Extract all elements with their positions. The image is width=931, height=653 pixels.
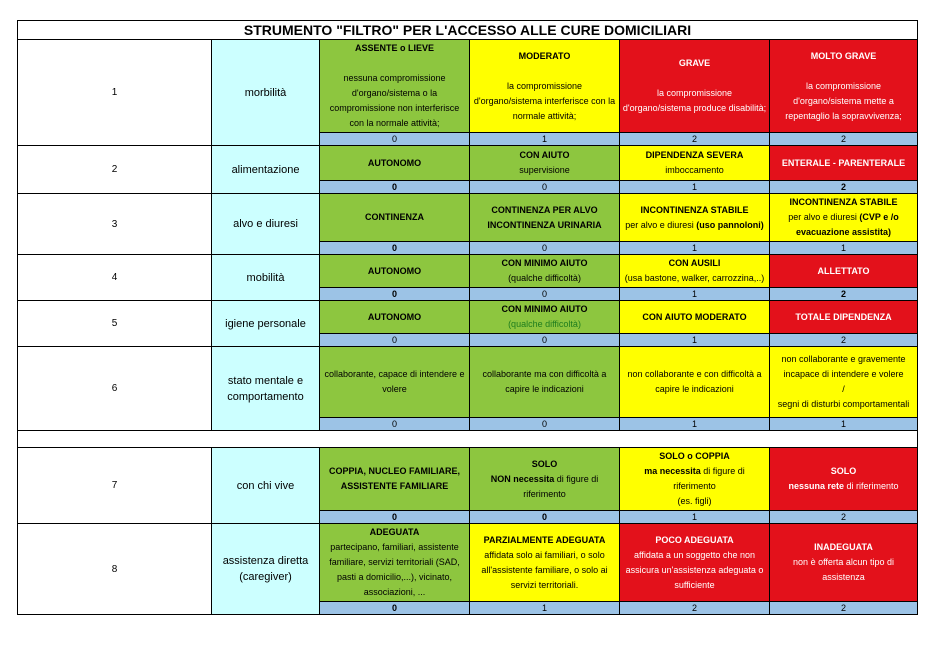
row-label: stato mentale e comportamento [212,347,320,431]
cell-level-2: CON AUSILI (usa bastone, walker, carrozzina,..) [620,255,770,288]
score-cell: 1 [620,181,770,194]
row-label: alimentazione [212,146,320,194]
score-cell: 1 [620,334,770,347]
cell-level-3: ALLETTATO [770,255,918,288]
score-cell: 1 [620,418,770,431]
score-cell: 2 [770,133,918,146]
score-cell: 2 [620,602,770,615]
score-cell: 0 [470,288,620,301]
cell-level-2: POCO ADEGUATA affidata a un soggetto che non assicura un'assistenza adeguata o sufficiente [620,524,770,602]
score-cell: 0 [320,418,470,431]
row-number: 8 [18,524,212,615]
cell-level-2: INCONTINENZA STABILE per alvo e diuresi (uso pannoloni) [620,194,770,242]
cell-level-1: SOLO NON necessita di figure di riferimento [470,448,620,511]
cell-level-3: MOLTO GRAVE la compromissione d'organo/sistema mette a repentaglio la sopravvivenza; [770,40,918,133]
cell-level-2: SOLO o COPPIA ma necessita di figure di riferimento (es. figli) [620,448,770,511]
score-cell: 0 [320,288,470,301]
cell-level-1: CON MINIMO AIUTO (qualche difficoltà) [470,301,620,334]
row-number: 4 [18,255,212,301]
cell-level-0: COPPIA, NUCLEO FAMILIARE, ASSISTENTE FAMILIARE [320,448,470,511]
score-cell: 0 [470,418,620,431]
score-cell: 1 [770,418,918,431]
cell-level-1: CON MINIMO AIUTO (qualche difficoltà) [470,255,620,288]
score-cell: 2 [770,181,918,194]
cell-level-0: AUTONOMO [320,301,470,334]
row-number: 2 [18,146,212,194]
score-cell: 0 [320,181,470,194]
score-cell: 1 [620,511,770,524]
table-title: STRUMENTO "FILTRO" PER L'ACCESSO ALLE CURE DOMICILIARI [18,21,918,40]
cell-level-1: CON AIUTO supervisione [470,146,620,181]
score-cell: 0 [320,602,470,615]
row-label: mobilità [212,255,320,301]
score-cell: 2 [770,334,918,347]
row-number: 7 [18,448,212,524]
cell-level-1: collaborante ma con difficoltà a capire le indicazioni [470,347,620,418]
cell-level-0: CONTINENZA [320,194,470,242]
row-label: assistenza diretta (caregiver) [212,524,320,615]
row-number: 1 [18,40,212,146]
cell-level-0: AUTONOMO [320,255,470,288]
cell-level-3: SOLO nessuna rete di riferimento [770,448,918,511]
row-number: 6 [18,347,212,431]
score-cell: 2 [770,511,918,524]
cell-level-2: DIPENDENZA SEVERA imboccamento [620,146,770,181]
cell-level-3: TOTALE DIPENDENZA [770,301,918,334]
cell-level-2: GRAVE la compromissione d'organo/sistema produce disabilità; [620,40,770,133]
assessment-sheet [17,20,917,615]
cell-level-2: non collaborante e con difficoltà a capire le indicazioni [620,347,770,418]
cell-level-0: collaborante, capace di intendere e volere [320,347,470,418]
section-gap [18,431,918,448]
score-cell: 1 [470,602,620,615]
filter-table [17,20,918,615]
score-cell: 1 [770,242,918,255]
score-cell: 1 [620,288,770,301]
cell-level-1: CONTINENZA PER ALVO INCONTINENZA URINARIA [470,194,620,242]
cell-level-3: ENTERALE - PARENTERALE [770,146,918,181]
cell-level-3: INADEGUATA non è offerta alcun tipo di assistenza [770,524,918,602]
cell-level-2: CON AIUTO MODERATO [620,301,770,334]
cell-level-3: INCONTINENZA STABILE per alvo e diuresi (CVP e /o evacuazione assistita) [770,194,918,242]
score-cell: 0 [470,334,620,347]
score-cell: 0 [320,133,470,146]
row-label: con chi vive [212,448,320,524]
cell-level-0: ADEGUATA partecipano, familiari, assistente familiare, servizi territoriali (SAD, pasti a domicilio,...), vicinato, associazioni, ... [320,524,470,602]
score-cell: 1 [470,133,620,146]
row-number: 5 [18,301,212,347]
cell-level-0: ASSENTE o LIEVE nessuna compromissione d'organo/sistema o la compromissione non interferisce con la normale attività; [320,40,470,133]
cell-level-1: MODERATO la compromissione d'organo/sistema interferisce con la normale attività; [470,40,620,133]
score-cell: 2 [770,288,918,301]
score-cell: 0 [320,334,470,347]
score-cell: 2 [770,602,918,615]
cell-level-1: PARZIALMENTE ADEGUATA affidata solo ai familiari, o solo all'assistente familiare, o solo ai servizi territoriali. [470,524,620,602]
score-cell: 2 [620,133,770,146]
score-cell: 0 [320,242,470,255]
row-label: alvo e diuresi [212,194,320,255]
cell-level-0: AUTONOMO [320,146,470,181]
row-label: igiene personale [212,301,320,347]
score-cell: 0 [470,511,620,524]
score-cell: 0 [320,511,470,524]
score-cell: 0 [470,181,620,194]
score-cell: 1 [620,242,770,255]
row-number: 3 [18,194,212,255]
cell-level-3: non collaborante e gravemente incapace di intendere e volere / segni di disturbi comportamentali [770,347,918,418]
score-cell: 0 [470,242,620,255]
row-label: morbilità [212,40,320,146]
